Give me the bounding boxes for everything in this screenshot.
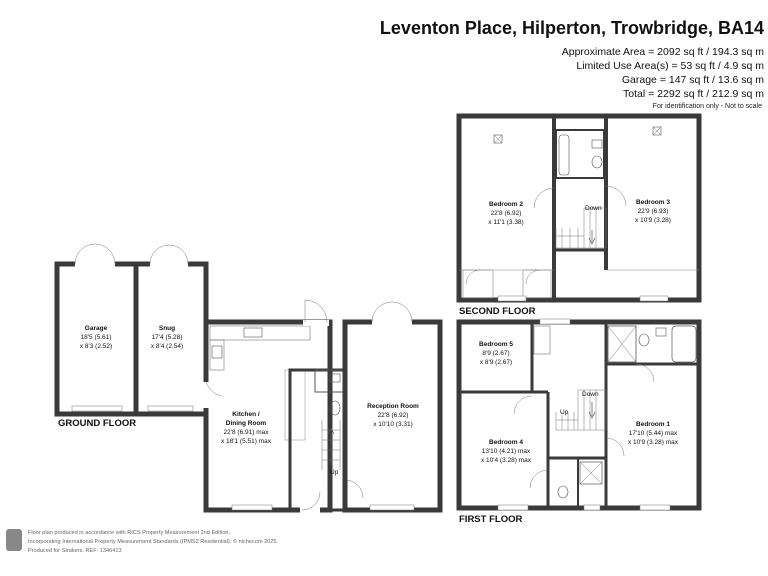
bedroom5-dim2: x 8'9 (2.67) [479, 359, 513, 366]
bedroom1-dim1: 17'10 (5.44) max [628, 430, 678, 437]
footer-line-1: Floor plan produced in accordance with RICS Property Measurement 2nd Edition, [28, 530, 231, 536]
reception-label: Reception Room [367, 403, 419, 410]
bedroom3-dim2: x 10'9 (3.28) [635, 217, 671, 224]
footer-line-2: Incorporating International Property Measurement Standards (IPMS2 Residential). © nichecom 2025. [28, 539, 279, 545]
bedroom4-dim2: x 10'4 (3.28) max [480, 457, 532, 464]
snug-dim1: 17'4 (5.28) [151, 334, 183, 341]
garage-dim1: 18'5 (5.61) [80, 334, 112, 341]
area-limited-use: Limited Use Area(s) = 53 sq ft / 4.9 sq m [576, 60, 764, 72]
bedroom4-label: Bedroom 4 [489, 439, 523, 446]
garage-label: Garage [84, 325, 108, 332]
first-floor-label: FIRST FLOOR [459, 514, 523, 525]
kitchen-label-1: Kitchen / [232, 411, 260, 418]
property-title: Leventon Place, Hilperton, Trowbridge, BA14 [379, 18, 764, 38]
second-floor-label: SECOND FLOOR [459, 306, 536, 317]
area-approximate: Approximate Area = 2092 sq ft / 194.3 sq m [561, 46, 764, 58]
footer-line-3: Produced for Strakers. REF: 1346413 [28, 548, 122, 554]
reception-dim1: 22'8 (6.92) [377, 412, 409, 419]
bedroom4-dim1: 13'10 (4.21) max [481, 448, 531, 455]
reception-dim2: x 10'10 (3.31) [373, 421, 413, 428]
bedroom1-dim2: x 10'9 (3.28) max [627, 439, 679, 446]
bedroom3-label: Bedroom 3 [636, 199, 670, 206]
ground-floor-plan [57, 244, 440, 513]
bedroom2-label: Bedroom 2 [489, 201, 523, 208]
area-total: Total = 2292 sq ft / 212.9 sq m [623, 88, 764, 100]
kitchen-dim2: x 18'1 (5.51) max [220, 438, 272, 445]
bedroom2-dim2: x 11'1 (3.38) [488, 219, 524, 226]
hallway [290, 370, 363, 513]
stairs-up-ground: Up [330, 469, 339, 476]
kitchen-dining-room [202, 300, 330, 510]
bedroom5-label: Bedroom 5 [479, 341, 513, 348]
bedroom3-dim1: 22'9 (6.93) [637, 208, 669, 215]
ground-floor-label: GROUND FLOOR [58, 418, 137, 429]
scale-note: For identification only - Not to scale [652, 103, 762, 110]
kitchen-label-2: Dining Room [225, 420, 267, 427]
stairs-down-second: Down [585, 205, 602, 212]
area-garage: Garage = 147 sq ft / 13.6 sq m [621, 74, 764, 86]
snug-label: Snug [158, 325, 176, 332]
snug-dim2: x 8'4 (2.54) [150, 343, 184, 350]
garage-dim2: x 8'3 (2.52) [79, 343, 113, 350]
stairs-down-first: Down [582, 391, 599, 398]
bedroom5-dim1: 8'9 (2.67) [482, 350, 510, 357]
bedroom1-label: Bedroom 1 [636, 421, 670, 428]
kitchen-dim1: 22'8 (6.91) max [223, 429, 269, 436]
stairs-up-first: Up [560, 409, 569, 416]
bedroom2-dim1: 22'8 (6.92) [490, 210, 522, 217]
nichecom-logo-icon [6, 529, 22, 551]
